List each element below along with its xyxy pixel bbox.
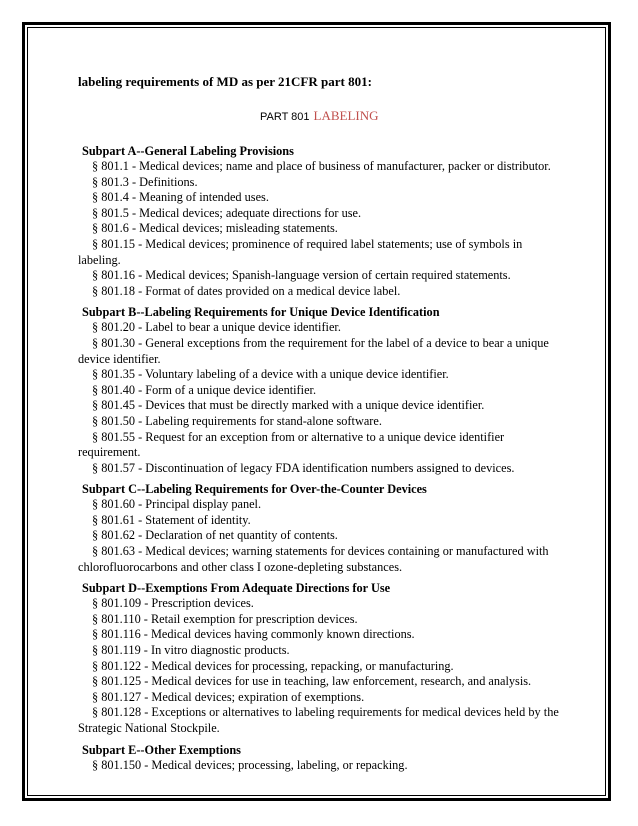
section-item: § 801.1 - Medical devices; name and place of business of manufacturer, packer or distributor.: [92, 159, 551, 173]
section-item: § 801.128 - Exceptions or alternatives to labeling requirements for medical devices held by the Strategic National Stockpile.: [78, 705, 559, 735]
section-item: § 801.122 - Medical devices for processing, repacking, or manufacturing.: [92, 658, 454, 673]
section-item: § 801.125 - Medical devices for use in teaching, law enforcement, research, and analysis.: [92, 674, 532, 689]
section-item: § 801.45 - Devices that must be directly marked with a unique device identifier.: [92, 398, 485, 413]
subpart-title: Subpart A--General Labeling Provisions: [82, 144, 294, 158]
section-item: § 801.109 - Prescription devices.: [92, 596, 254, 611]
subpart-title: Subpart C--Labeling Requirements for Over-the-Counter Devices: [82, 482, 427, 497]
subpart-title: Subpart E--Other Exemptions: [82, 742, 241, 757]
section-item: § 801.119 - In vitro diagnostic products.: [92, 643, 290, 658]
subpart-list: [78, 143, 566, 778]
subpart-title: Subpart B--Labeling Requirements for Unique Device Identification: [82, 305, 440, 320]
subpart-title: Subpart D--Exemptions From Adequate Directions for Use: [82, 581, 391, 596]
part-name-label: LABELING: [313, 108, 379, 123]
subpart-block: [78, 481, 566, 575]
part-number-label: PART 801: [260, 111, 310, 123]
section-item: § 801.116 - Medical devices having commonly known directions.: [92, 627, 415, 642]
section-item: § 801.127 - Medical devices; expiration of exemptions.: [92, 689, 365, 704]
subpart-block: [78, 143, 566, 299]
subpart-block: [78, 304, 566, 476]
section-item: § 801.63 - Medical devices; warning statements for devices containing or manufactured with chlorofluorocarbons and other class I ozone-depleting substances.: [78, 544, 549, 574]
section-item: § 801.6 - Medical devices; misleading statements.: [92, 221, 338, 236]
section-item: § 801.4 - Meaning of intended uses.: [92, 190, 269, 205]
section-item: § 801.18 - Format of dates provided on a medical device label.: [92, 283, 401, 298]
section-item: § 801.20 - Label to bear a unique device identifier.: [92, 320, 341, 335]
section-item: § 801.16 - Medical devices; Spanish-language version of certain required statements.: [92, 268, 511, 283]
section-item: § 801.15 - Medical devices; prominence of required label statements; use of symbols in labeling.: [78, 236, 523, 267]
section-item: § 801.62 - Declaration of net quantity of contents.: [92, 528, 338, 543]
section-item: § 801.110 - Retail exemption for prescription devices.: [92, 611, 358, 626]
section-item: § 801.50 - Labeling requirements for stand-alone software.: [92, 413, 382, 428]
section-item: § 801.61 - Statement of identity.: [92, 512, 251, 527]
section-item: § 801.40 - Form of a unique device identifier.: [92, 382, 317, 397]
section-item: § 801.60 - Principal display panel.: [92, 497, 262, 512]
section-item: § 801.30 - General exceptions from the requirement for the label of a device to bear a unique device identifier.: [78, 335, 549, 366]
section-item: § 801.35 - Voluntary labeling of a device with a unique device identifier.: [92, 367, 449, 382]
section-item: § 801.150 - Medical devices; processing, labeling, or repacking.: [92, 757, 408, 772]
section-item: § 801.3 - Definitions.: [92, 174, 198, 189]
subpart-block: [78, 742, 566, 774]
section-item: § 801.57 - Discontinuation of legacy FDA identification numbers assigned to devices.: [92, 460, 515, 475]
part-title: [260, 107, 379, 125]
section-item: § 801.5 - Medical devices; adequate directions for use.: [92, 205, 362, 220]
section-item: § 801.55 - Request for an exception from or alternative to a unique device identifier requirement.: [78, 429, 505, 460]
document-heading: labeling requirements of MD as per 21CFR part 801:: [78, 74, 372, 89]
subpart-block: [78, 580, 566, 736]
